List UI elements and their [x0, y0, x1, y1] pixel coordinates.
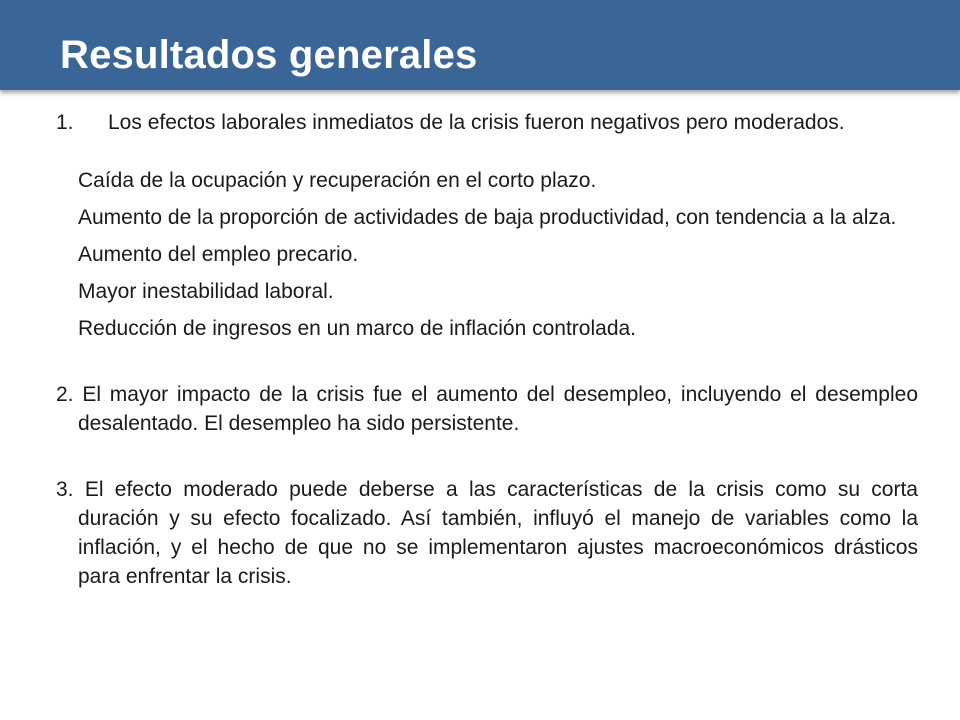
point-3-text: El efecto moderado puede deberse a las características de la crisis como su corta duración y su efecto focalizado. Así también, influyó el manejo de variables como la inflación, y el hecho de que no se implementaron ajustes macroeconómicos drásticos para enfrentar la crisis.: [78, 478, 918, 588]
point-2-number: 2.: [56, 383, 74, 406]
slide-body: [56, 108, 918, 591]
point-1-number: 1.: [56, 111, 74, 134]
point-3: [56, 475, 918, 591]
slide-title: Resultados generales: [60, 33, 478, 77]
title-bar: [0, 0, 960, 90]
point-1: [56, 108, 918, 137]
point-2: [56, 380, 918, 438]
point-1-text: Los efectos laborales inmediatos de la crisis fueron negativos pero moderados.: [108, 111, 845, 134]
point-1-subitem: Aumento de la proporción de actividades de baja productividad, con tendencia a la alza.: [78, 206, 897, 229]
point-3-number: 3.: [56, 478, 74, 501]
point-2-text: El mayor impacto de la crisis fue el aumento del desempleo, incluyendo el desempleo desalentado. El desempleo ha sido persistente.: [78, 383, 918, 435]
point-1-subitem: Aumento del empleo precario.: [78, 243, 359, 266]
point-1-subitem: Mayor inestabilidad laboral.: [78, 280, 334, 303]
point-1-subitem: Reducción de ingresos en un marco de inflación controlada.: [78, 317, 637, 340]
point-1-subitem: Caída de la ocupación y recuperación en el corto plazo.: [78, 169, 597, 192]
